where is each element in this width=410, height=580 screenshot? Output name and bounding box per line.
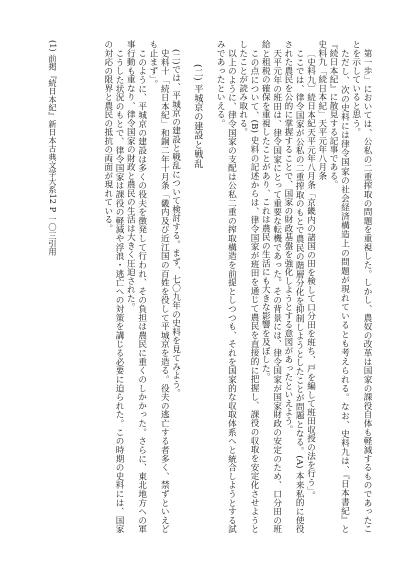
- body-text: [34, 40, 372, 533]
- paragraph: 以上のように、律令国家の支配は公私二重の搾取構造を前提としつつも、それを国家的な収取体系へと統合しようとする試みであったといえる。: [215, 40, 237, 533]
- paragraph: こうした状況のもとで、律令国家は課役の軽減や浮浪・逃亡への対策を講じる必要に迫られた。この時期の史料には、国家の対応の限界と農民の抵抗の両面が現れている。: [102, 40, 125, 533]
- section-heading: (二) 平城京の建設と戦乱: [191, 63, 203, 168]
- paragraph: 史料九「続日本紀」天平元年八月条: [316, 40, 327, 180]
- paragraph: この点について、(B) 史料の記述からは、律令国家が班田を通じて農民を直接的に把握し、課役の収取を安定化させようとしたことが読み取れる。: [237, 40, 260, 533]
- paragraph: このように、平城京の建設は多くの役夫を徴発して行われ、その負担は農民に重くのしかかった。さらに、東北地方への軍事行動も重なり、律令国家の財政と農民の生活は大きく圧迫された。: [125, 40, 147, 533]
- paragraph: 史料十「続日本紀」和銅二年十月条「畿内及び近江国の百姓を役して平城京を造る。役夫の逃亡する者多く、禁ずといえども止まず」。: [147, 40, 170, 533]
- paragraph: 第一歩」においては、公私の二重搾取の問題を重視した。しかし、農奴の改革は国家の課役自体も軽減するものであったことを示していると思う。: [350, 40, 372, 533]
- paragraph: ここでは、律令国家が公私の二重搾取のもとで農民の階層分化を抑制しようとしたことが問題となる。(A) 本来私的に使役された農民を公的に掌握することで、国家の財政基盤を強化しようとする意図があったといえよう。: [282, 40, 305, 533]
- paragraph: ただし、次の史料には律令国家の社会経済構造上の問題が現れているとも考えられる。なお、史料九は、『日本書紀』と『続日本紀』に散見する記事である。: [328, 40, 350, 533]
- paragraph: 天平元年の班田は、律令国家にとって重要な転機であった。その背景には、律令国家が国家財政の安定のため、口分田の班給と租税の確保を重視したことがあり、これは農民の生活にも大きな影響を及ぼした。: [260, 40, 282, 533]
- footnote: [36, 40, 58, 533]
- footnote-text: (1) 前掲『続日本紀』新日本古典文学大系12 P 一〇三引用: [48, 40, 58, 256]
- paragraph: 〔史料九〕続日本紀天平元年八月条「京畿内の諸国の田を検して口分田を班ち、戸を編して班田収授の法を行う」。: [305, 48, 316, 500]
- paragraph: (二)では、平城京の建設と戦乱について検討する。まず、七〇九年の史料を見てみよう。: [170, 48, 181, 397]
